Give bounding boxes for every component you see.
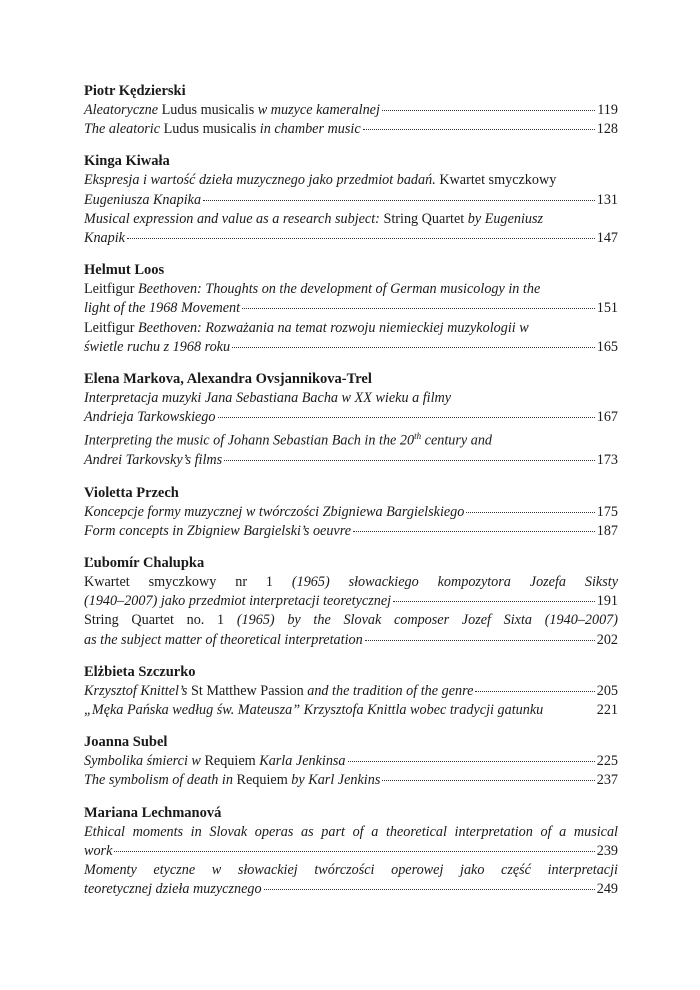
dot-leader	[475, 690, 594, 692]
entry-title	[84, 101, 380, 120]
toc-entry[interactable]	[84, 101, 618, 120]
entry-text-run: light of the 1968 Movement	[84, 300, 241, 317]
entry-text-run: (1965) by the Slovak composer Jozef Sixta (1940–2007)	[236, 612, 619, 629]
dot-leader	[264, 888, 595, 890]
entry-text-run: as the subject matter of theoretical interpretation	[84, 631, 363, 648]
page-number: 239	[596, 842, 618, 859]
page-number: 151	[596, 300, 618, 317]
entry-text-run: Ekspresja i wartość dzieła muzycznego jako przedmiot badań.	[84, 172, 436, 189]
toc-entry[interactable]	[84, 752, 618, 771]
entry-text-run: teoretycznej dzieła muzycznego	[84, 881, 262, 898]
entry-text-run: „Męka Pańska według św. Mateusza” Krzysztofa Knittla wobec tradycji gatunku	[84, 702, 544, 718]
entry-title	[84, 338, 230, 357]
page-number: 202	[596, 631, 618, 648]
entry-title	[84, 701, 543, 720]
dot-leader	[242, 307, 595, 309]
page-number: 165	[596, 338, 618, 355]
entry-text-run: Requiem	[204, 753, 260, 770]
entry-title	[84, 880, 262, 899]
entry-text-run: Karla Jenkinsa	[259, 753, 346, 770]
entry-title-line	[84, 611, 618, 630]
toc-entry[interactable]	[84, 120, 618, 139]
toc-section	[84, 261, 618, 357]
dot-leader	[382, 779, 594, 781]
entry-page-line	[84, 338, 618, 357]
entry-text-run: świetle ruchu z 1968 roku	[84, 338, 231, 355]
entry-text-run: by Eugeniusz	[467, 210, 544, 227]
entry-text-run: (1965) słowackiego kompozytora Jozefa Siksty	[291, 573, 618, 590]
page-number: 147	[596, 230, 618, 247]
entry-text-run: Leitfigur	[84, 319, 138, 336]
author-name: Violetta Przech	[84, 484, 179, 501]
dot-leader	[393, 600, 595, 602]
page-number: 225	[596, 753, 618, 770]
entry-page-line	[84, 880, 618, 899]
entry-text-run: Koncepcje formy muzycznej w twórczości Zbigniewa Bargielskiego	[84, 503, 465, 520]
toc-entry[interactable]	[84, 823, 618, 861]
entry-text-run: Beethoven: Rozważania na temat rozwoju niemieckiej muzykologii w	[137, 319, 529, 336]
entry-text-run: The symbolism of death in	[84, 772, 237, 789]
entry-page-line	[84, 842, 618, 861]
entry-title	[84, 299, 240, 318]
dot-leader	[363, 128, 595, 130]
entry-title-line	[84, 389, 618, 408]
entry-text-run: Ludus musicalis	[163, 121, 260, 138]
entry-text-run: Interpretacja muzyki Jana Sebastiana Bacha w XX wieku a filmy	[84, 390, 452, 407]
entry-page-line	[84, 299, 618, 318]
entry-text-run: St Matthew Passion	[190, 682, 308, 699]
entry-page-line	[84, 101, 618, 120]
entry-text-run: Eugeniusza Knapika	[84, 191, 202, 208]
entry-page-line	[84, 592, 618, 611]
entry-text-run: Beethoven: Thoughts on the development of German musicology in the	[137, 281, 541, 298]
page-number: 119	[597, 102, 618, 118]
page-number: 221	[596, 702, 618, 718]
dot-leader	[127, 237, 595, 239]
entry-title-line	[84, 210, 618, 229]
entry-text-run: Kwartet smyczkowy nr 1	[84, 573, 292, 590]
toc-entry[interactable]	[84, 427, 618, 470]
toc-entry[interactable]	[84, 682, 618, 701]
entry-text-run: Momenty etyczne w słowackiej twórczości operowej jako część interpretacji	[84, 862, 618, 879]
entry-text-run: Kwartet smyczkowy	[435, 172, 557, 189]
entry-text-run: Leitfigur	[84, 281, 138, 298]
entry-title	[84, 503, 464, 522]
entry-title-line	[84, 823, 618, 842]
entry-page-line	[84, 701, 618, 720]
toc-section	[84, 804, 618, 900]
toc-section	[84, 484, 618, 541]
author-name: Piotr Kędzierski	[84, 83, 186, 99]
entry-page-line	[84, 682, 618, 701]
page-number: 175	[596, 503, 618, 520]
toc-section	[84, 82, 618, 139]
entry-text-run: String Quartet no. 1	[84, 612, 237, 629]
dot-leader	[545, 710, 594, 711]
entry-title-line	[84, 280, 618, 299]
entry-text-run: Symbolika śmierci w	[84, 753, 205, 770]
entry-page-line	[84, 503, 618, 522]
author-name: Joanna Subel	[84, 734, 168, 751]
entry-text-run: th	[414, 431, 422, 442]
author-name: Helmut Loos	[84, 262, 165, 279]
dot-leader	[114, 850, 594, 852]
toc-section	[84, 152, 618, 248]
entry-page-line	[84, 451, 618, 470]
entry-title	[84, 682, 473, 701]
entry-title	[84, 522, 351, 541]
entry-text-run: Krzysztof Knittel’s	[84, 682, 191, 699]
entry-title	[84, 229, 125, 248]
toc-entry[interactable]	[84, 389, 618, 427]
entry-page-line	[84, 522, 618, 541]
toc-section	[84, 370, 618, 471]
entry-text-run: Ludus musicalis	[161, 102, 258, 118]
dot-leader	[203, 199, 595, 201]
toc-entry[interactable]	[84, 611, 618, 649]
entry-page-line	[84, 408, 618, 427]
page-number: 249	[596, 881, 618, 898]
toc-entry[interactable]	[84, 771, 618, 790]
dot-leader	[382, 109, 595, 111]
toc-entry[interactable]	[84, 861, 618, 899]
toc-entry[interactable]	[84, 522, 618, 541]
entry-title	[84, 592, 391, 611]
entry-text-run: The aleatoric	[84, 121, 164, 138]
toc-section	[84, 663, 618, 720]
dot-leader	[466, 511, 594, 513]
entry-text-run: Andrei Tarkovsky’s films	[84, 452, 223, 469]
entry-text-run: in chamber music	[259, 121, 361, 138]
entry-text-run: w muzyce kameralnej	[257, 102, 380, 118]
toc-section	[84, 554, 618, 650]
entry-title-line	[84, 861, 618, 880]
toc-entry[interactable]	[84, 280, 618, 318]
entry-text-run: work	[84, 842, 113, 859]
page-number: 205	[596, 682, 618, 699]
toc-entry[interactable]	[84, 573, 618, 611]
dot-leader	[218, 416, 595, 418]
dot-leader	[232, 346, 595, 348]
toc-section	[84, 733, 618, 790]
entry-page-line	[84, 120, 618, 139]
author-name: Kinga Kiwała	[84, 153, 170, 170]
entry-text-run: and the tradition of the genre	[307, 682, 474, 699]
entry-title	[84, 842, 112, 861]
author-name: Elena Markova, Alexandra Ovsjannikova-Trel	[84, 371, 372, 388]
page-number: 187	[596, 522, 618, 539]
entry-text-run: Requiem	[236, 772, 292, 789]
entry-page-line	[84, 631, 618, 650]
entry-title-line	[84, 427, 618, 451]
entry-text-run: Musical expression and value as a research subject:	[84, 210, 380, 227]
page-number: 167	[596, 409, 618, 426]
entry-page-line	[84, 771, 618, 790]
toc-entry[interactable]	[84, 171, 618, 209]
page-number: 131	[596, 191, 618, 208]
entry-title-line	[84, 319, 618, 338]
entry-text-run: Form concepts in Zbigniew Bargielski’s oeuvre	[84, 522, 352, 539]
author-name: Mariana Lechmanová	[84, 804, 222, 821]
page-number: 191	[596, 593, 618, 610]
entry-title	[84, 451, 222, 470]
toc-entry[interactable]	[84, 210, 618, 248]
dot-leader	[348, 760, 595, 762]
toc-entry[interactable]	[84, 319, 618, 357]
entry-title	[84, 408, 216, 427]
page-number: 173	[596, 452, 618, 469]
author-name: Ľubomír Chalupka	[84, 554, 205, 571]
entry-text-run: (1940–2007) jako przedmiot interpretacji teoretycznej	[84, 593, 392, 610]
entry-title	[84, 120, 361, 139]
entry-text-run: Knapik	[84, 230, 125, 247]
entry-page-line	[84, 752, 618, 771]
page-number: 237	[596, 772, 618, 789]
entry-title	[84, 631, 363, 650]
dot-leader	[224, 459, 595, 461]
entry-text-run: String Quartet	[379, 210, 468, 227]
author-name: Elżbieta Szczurko	[84, 663, 196, 680]
entry-title	[84, 191, 201, 210]
entry-text-run: Interpreting the music of Johann Sebastian Bach in the 20	[84, 433, 415, 450]
entry-title-line	[84, 171, 618, 190]
entry-text-run: Andrieja Tarkowskiego	[84, 409, 216, 426]
entry-text-run: by Karl Jenkins	[291, 772, 381, 789]
entry-text-run: century and	[421, 433, 493, 450]
toc-entry[interactable]	[84, 503, 618, 522]
entry-title-line	[84, 573, 618, 592]
entry-title	[84, 752, 346, 771]
entry-page-line	[84, 229, 618, 248]
entry-text-run: Aleatoryczne	[84, 102, 162, 118]
entry-title	[84, 771, 380, 790]
page-number: 128	[596, 121, 618, 138]
entry-text-run: Ethical moments in Slovak operas as part of a theoretical interpretation of a musical	[84, 823, 618, 840]
toc-entry[interactable]	[84, 701, 618, 720]
table-of-contents	[84, 82, 618, 912]
entry-page-line	[84, 191, 618, 210]
dot-leader	[353, 530, 595, 532]
dot-leader	[365, 639, 595, 641]
